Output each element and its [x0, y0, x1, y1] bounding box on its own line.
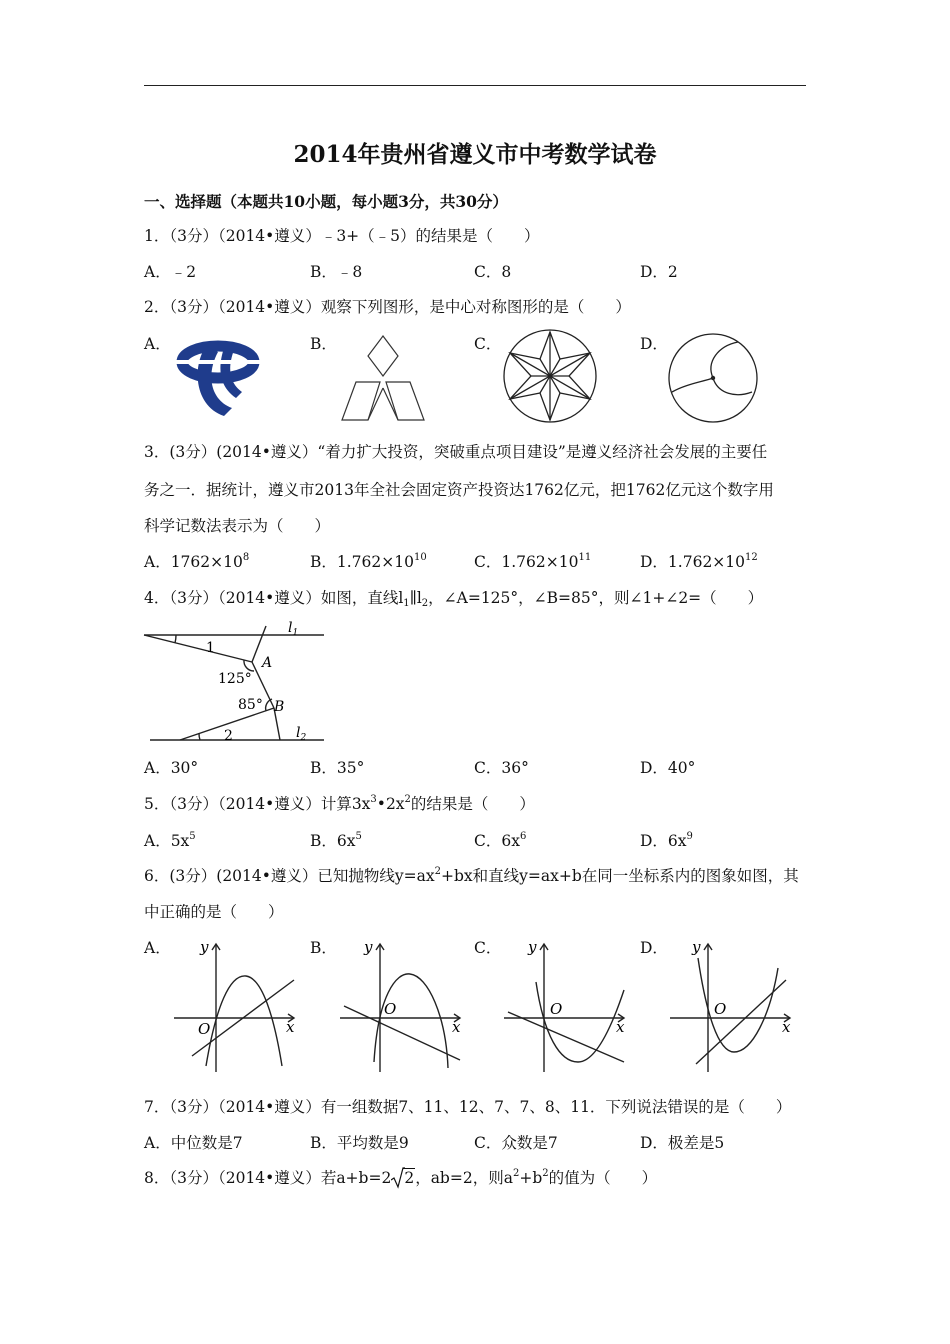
- q1-stem: 1．（3分）（2014•遵义）﹣3+（﹣5）的结果是（ ）: [144, 227, 540, 245]
- q4-label-125: 125°: [218, 671, 252, 687]
- q6b-origin: O: [384, 1000, 397, 1018]
- q3-option-b: B．$1.762\times 10^{10}$: [310, 552, 427, 571]
- q5-stem: 5．（3分）（2014•遵义）计算$3x^3•2x^2$的结果是（ ）: [144, 794, 535, 813]
- q4-label-angle1: 1: [206, 640, 215, 656]
- q2-figure-b-diamonds: [336, 332, 430, 424]
- q6d-axis-x: x: [782, 1018, 791, 1036]
- q6-option-b: B．: [310, 939, 337, 957]
- q4-figure-parallel-lines: [142, 616, 332, 748]
- q8-stem: 8．（3分）（2014•遵义）若a+b=2 2，ab=2，则$a^2+b^2$的值为（ ）: [144, 1168, 658, 1187]
- q7-option-a: A．中位数是7: [144, 1134, 243, 1152]
- q3-stem-line3: 科学记数法表示为（ ）: [144, 517, 331, 535]
- q6-stem-line2: 中正确的是（ ）: [144, 903, 284, 921]
- q4-option-d: D．40°: [640, 759, 696, 777]
- q3-stem-line1: 3．(3分）(2014•遵义）“着力扩大投资，突破重点项目建设”是遵义经济社会发展的主要任: [144, 443, 768, 461]
- q6-stem-line1: 6．(3分）(2014•遵义）已知抛物线$y=ax^2+bx$和直线y=ax+b在同一坐标系内的图象如图，其: [144, 866, 799, 885]
- q2-figure-c-star-circle: [500, 328, 600, 424]
- q6c-axis-x: x: [616, 1018, 625, 1036]
- q6-graph-d: [666, 936, 800, 1076]
- q6c-axis-y: y: [528, 938, 537, 956]
- q5-option-b: B．$6x^5$: [310, 831, 362, 850]
- q7-option-b: B．平均数是9: [310, 1134, 409, 1152]
- q4-stem: 4．（3分）（2014•遵义）如图，直线$l_1\parallel l_2$，∠A=125°，∠B=85°，则∠1+∠2=（ ）: [144, 589, 764, 609]
- q6-graph-a: [170, 936, 304, 1076]
- q3-option-a: A．$1762\times 10^8$: [144, 552, 250, 571]
- q6a-origin: O: [198, 1020, 211, 1038]
- q2-figure-a-telecom-logo: [174, 336, 262, 422]
- q3-option-c: C．$1.762\times 10^{11}$: [474, 552, 592, 571]
- q2-stem: 2．（3分）（2014•遵义）观察下列图形，是中心对称图形的是（ ）: [144, 298, 631, 316]
- q6-graph-b: [336, 936, 470, 1076]
- q5-option-d: D．$6x^9$: [640, 831, 693, 850]
- q4-option-a: A．30°: [144, 759, 199, 777]
- q6c-origin: O: [550, 1000, 563, 1018]
- q4-label-85: 85°: [238, 697, 263, 713]
- q6a-axis-x: x: [286, 1018, 295, 1036]
- q4-label-A: A: [262, 655, 273, 671]
- q7-stem: 7．（3分）（2014•遵义）有一组数据7、11、12、7、7、8、11．下列说法错误的是（ ）: [144, 1098, 792, 1116]
- q3-stem-line2: 务之一．据统计，遵义市2013年全社会固定资产投资达1762亿元，把1762亿元这个数字用: [144, 481, 774, 499]
- q4-label-B: B: [274, 699, 285, 715]
- q2-figure-d-arc-circle: [666, 332, 760, 424]
- q1-option-b: B．﹣8: [310, 263, 363, 281]
- q5-option-a: A．$5x^5$: [144, 831, 196, 850]
- q4-label-l1: $l_1$: [288, 620, 299, 638]
- q7-option-c: C．众数是7: [474, 1134, 558, 1152]
- q1-option-c: C．8: [474, 263, 512, 281]
- q4-label-angle2: 2: [224, 728, 233, 744]
- q6a-axis-y: y: [200, 938, 209, 956]
- q4-option-c: C．36°: [474, 759, 529, 777]
- q6-option-a: A．: [144, 939, 171, 957]
- q6d-origin: O: [714, 1000, 727, 1018]
- q6b-axis-y: y: [364, 938, 373, 956]
- q6-option-d: D．: [640, 939, 668, 957]
- q2-option-c: C．: [474, 335, 502, 353]
- q4-option-b: B．35°: [310, 759, 365, 777]
- q1-option-d: D．2: [640, 263, 678, 281]
- sqrt-symbol: 2: [391, 1168, 415, 1188]
- q6d-axis-y: y: [692, 938, 701, 956]
- q6b-axis-x: x: [452, 1018, 461, 1036]
- q7-option-d: D．极差是5: [640, 1134, 725, 1152]
- q6-option-c: C．: [474, 939, 502, 957]
- section-heading: 一、选择题（本题共10小题，每小题3分，共30分）: [144, 192, 508, 211]
- q4-label-l2: $l_2$: [296, 725, 307, 743]
- q2-option-b: B．: [310, 335, 337, 353]
- q5-option-c: C．$6x^6$: [474, 831, 527, 850]
- q6-graph-c: [500, 936, 634, 1076]
- header-rule: [144, 85, 806, 86]
- q2-option-d: D．: [640, 335, 668, 353]
- q3-option-d: D．$1.762\times 10^{12}$: [640, 552, 758, 571]
- q2-option-a: A．: [144, 335, 171, 353]
- page-title: 2014年贵州省遵义市中考数学试卷: [293, 141, 657, 168]
- q1-option-a: A．﹣2: [144, 263, 197, 281]
